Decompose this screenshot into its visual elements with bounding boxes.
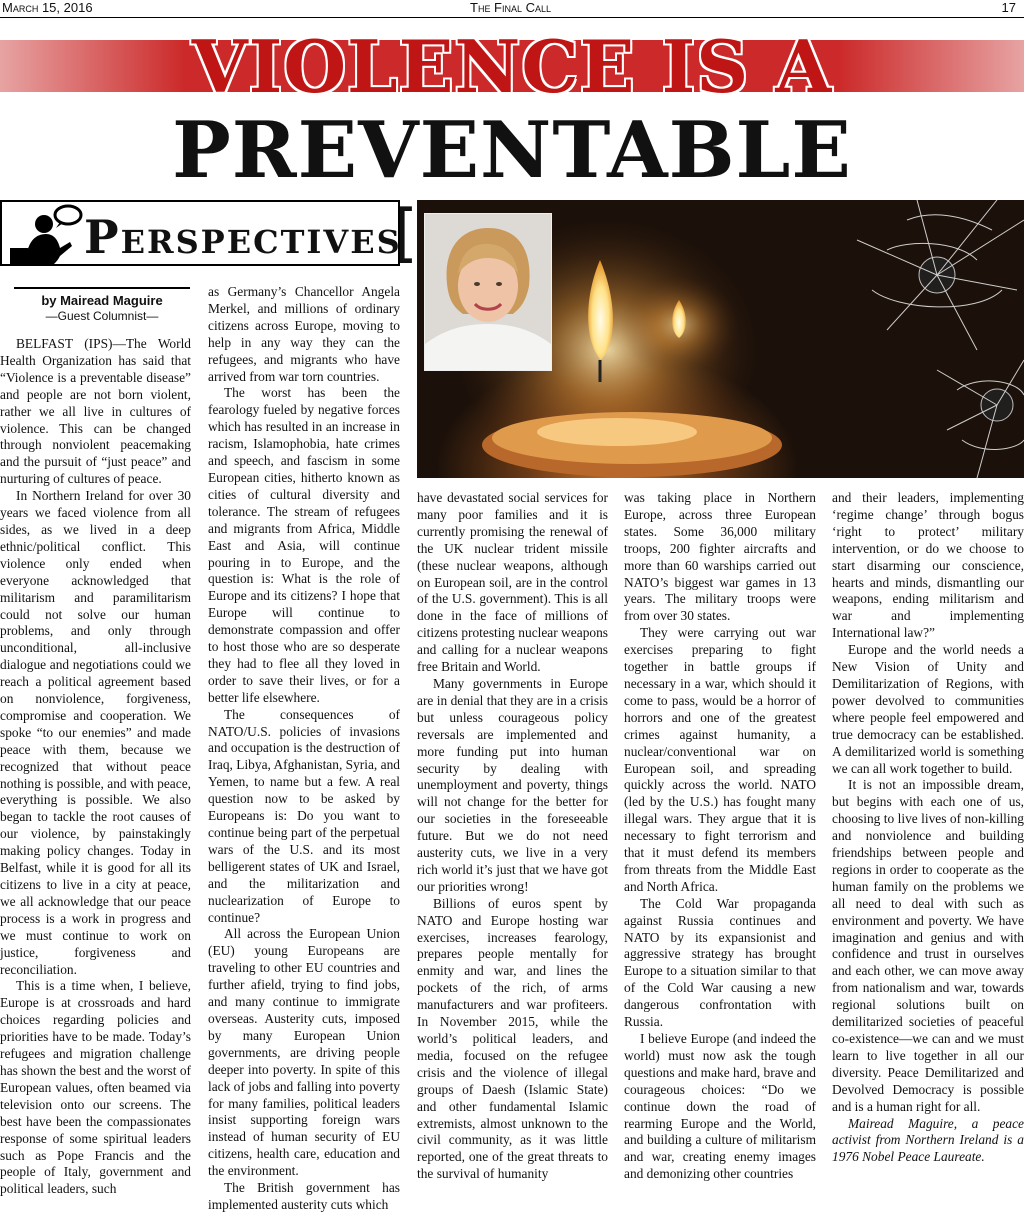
author-name: by Mairead Maguire xyxy=(14,287,190,309)
paragraph: as Germany’s Chancellor Angela Merkel, and millions of ordinary citizens across Europe, moving to help in any way they can the refugees, and migrants who have arrived from war torn countries. xyxy=(208,284,400,384)
paragraph: The British government has implemented austerity cuts which xyxy=(208,1180,400,1212)
paragraph: In Northern Ireland for over 30 years we faced violence from all sides, as we lived in a deep ethnic/political conflict. This violence only ended when everyone acknowledged that militarism and paramilitarism could not solve our human problems, and only through unconditional, all-inclusive dialogue and negotiations could we reach a political agreement based on nonviolence, forgiveness, compromise and cooperation. We spoke “to our enemies” and made peace with them, because we recognized that without peace nothing is possible, and with peace, everything is possible. We also began to tackle the root causes of our violence, by painstakingly making policy changes. Today in Belfast, while it is good for all its citizens to live in a city at peace, we all acknowledge that our peace process is a work in progress and we must continue to work on justice, forgiveness and reconciliation. xyxy=(0,488,191,977)
paragraph: Many governments in Europe are in denial that they are in a crisis but unless courageous policy reversals are implemented and more funding put into human security by dealing with unemployment and poverty, things will not change for the better for our societies in the foreseeable future. But we do not need austerity cuts, we live in a very rich world it’s just that we have got our priorities wrong! xyxy=(417,675,608,894)
page-number: 17 xyxy=(1001,0,1016,15)
paragraph: and their leaders, implementing ‘regime change’ through bogus ‘right to protect’ military intervention, or do we choose to start disarming our conscience, hearts and minds, dismantling our weapons, ending militarism and war and implementing International law?” xyxy=(832,490,1024,641)
article-column-2 xyxy=(208,284,400,1214)
paragraph: The Cold War propaganda against Russia continues and NATO by its expansionist and aggressive strategy has brought Europe to a situation similar to that of the Cold War causing a new dangerous confrontation with Russia. xyxy=(624,895,816,1030)
headline-line-1: VIOLENCE IS A xyxy=(191,24,833,109)
article-column-3 xyxy=(417,490,608,1183)
speaker-silhouette-icon xyxy=(6,204,84,264)
paragraph: All across the European Union (EU) young Europeans are traveling to other EU countries and further afield, trying to find jobs, and many continue to immigrate overseas. Austerity cuts, imposed by many European Union governments, are driving people deeper into poverty. In spite of this lack of jobs and falling into poverty for many families, political leaders insist supporting foreign wars instead of human security of EU citizens, health care, education and the environment. xyxy=(208,926,400,1179)
paragraph: Europe and the world needs a New Vision of Unity and Demilitarization of Regions, with power devolved to communities where people feel empowered and true democracy can be established. A demilitarized world is something we can all work together to build. xyxy=(832,642,1024,776)
author-portrait xyxy=(424,213,552,371)
paragraph: was taking place in Northern Europe, across three European states. Some 36,000 military troops, 200 fighter aircrafts and more than 60 warships carried out NATO’s biggest war games in 13 years. The military troops were from over 30 states. xyxy=(624,490,816,624)
article-column-1 xyxy=(0,336,191,1198)
article-column-5 xyxy=(832,490,1024,1166)
article-column-4 xyxy=(624,490,816,1183)
author-photo xyxy=(425,214,551,370)
paragraph: They were carrying out war exercises preparing to fight together in battle groups if necessary in a war, which should it come to pass, would be a horror of horrors and one of the greatest crimes against humanity, a nuclear/conventional war on European soil, and spreading quickly across the world. NATO (led by the U.S.) has fought many illegal wars. They argue that it is necessary to fight terrorism and that it must defend its members from threats from the Middle East and North Africa. xyxy=(624,625,816,894)
page-header xyxy=(0,0,1024,18)
byline xyxy=(14,287,190,323)
paragraph: BELFAST (IPS)—The World Health Organization has said that “Violence is a preventable disease” and people are not born violent, rather we all live in cultures of violence. This can be changed through nonviolent peacemaking and the pursuit of “just peace” and nurturing of cultures of peace. xyxy=(0,336,191,487)
paragraph: I believe Europe (and indeed the world) must now ask the tough questions and make hard, brave and courageous choices: “Do we continue down the road of rearming Europe and the World, and building a culture of militarism and war, creating enemy images and demonizing other countries xyxy=(624,1031,816,1182)
paragraph: The consequences of NATO/U.S. policies of invasions and occupation is the destruction of Iraq, Libya, Afghanistan, Syria, and Yemen, to name but a few. A real question now to be asked by Europeans is: Do you want to continue being part of the perpetual wars of the U.S. and its most belligerent states of UK and Israel, and the militarization and nuclearization of Europe to continue? xyxy=(208,706,400,925)
paragraph: Billions of euros spent by NATO and Europe hosting war exercises, increases fearology, prepares people mentally for enmity and war, and lines the pockets of the rich, of arms manufacturers and war profiteers. In November 2015, while the world’s political leaders, and media, focused on the refugee crisis and the violence of illegal groups of Daesh (Islamic State) and other fundamental Islamic extremists, almost unknown to the civil community, as it was little reported, one of the great threats to the survival of humanity xyxy=(417,895,608,1182)
issue-date: March 15, 2016 xyxy=(2,0,93,15)
author-bio: Mairead Maguire, a peace activist from Northern Ireland is a 1976 Nobel Peace Laureate. xyxy=(832,1115,1024,1165)
perspectives-banner xyxy=(0,200,400,266)
paragraph: It is not an impossible dream, but begins with each one of us, choosing to live lives of non-killing and nonviolence and building friendships between people and regions in order to cooperate as the human family on the problems we all need to deal with such as environment and poverty. We have imagination and genius and with confidence and trust in ourselves and each other, we can move away from nationalism and war, towards regional solutions built on demilitarized societies of peaceful co-existence—we can and we must learn to live together in all our diversity. Peace Demilitarized and Devolved Democracy is possible and is a human right for all. xyxy=(832,777,1024,1114)
author-role: —Guest Columnist— xyxy=(45,309,159,323)
publication-name: The Final Call xyxy=(470,0,552,15)
paragraph: The worst has been the fearology fueled by negative forces which has resulted in an increase in racism, Islamophobia, hate crimes and speech, and fascism in some European cities, hitherto known as cities of cultural diversity and tolerance. The stream of refugees and migrants from Africa, Middle East and Asia, will continue pouring in to Europe, and the question is: What is the role of Europe and its citizens? I hope that Europe will continue to demonstrate compassion and offer to host those who are so desperate they had to flee all they loved in order to save their lives, or for a better life elsewhere. xyxy=(208,385,400,705)
paragraph: have devastated social services for many poor families and it is currently promising the renewal of the UK nuclear trident missile (these nuclear weapons, although on European soil, are in the control of the U.S. government). This is all done in the face of millions of citizens protesting nuclear weapons and calling for a nuclear weapons free Britain and World. xyxy=(417,490,608,675)
paragraph: This is a time when, I believe, Europe is at crossroads and hard choices regarding policies and priorities have to be made. Today’s refugees and migration challenge has shown the best and the worst of European values, often beamed via television onto our screens. The best have been the compassionates response of some spiritual leaders such as Pope Francis and the people of Italy, government and political leaders, such xyxy=(0,978,191,1197)
section-label: Perspectives xyxy=(84,210,402,264)
headline-line-2: PREVENTABLE xyxy=(172,105,852,196)
